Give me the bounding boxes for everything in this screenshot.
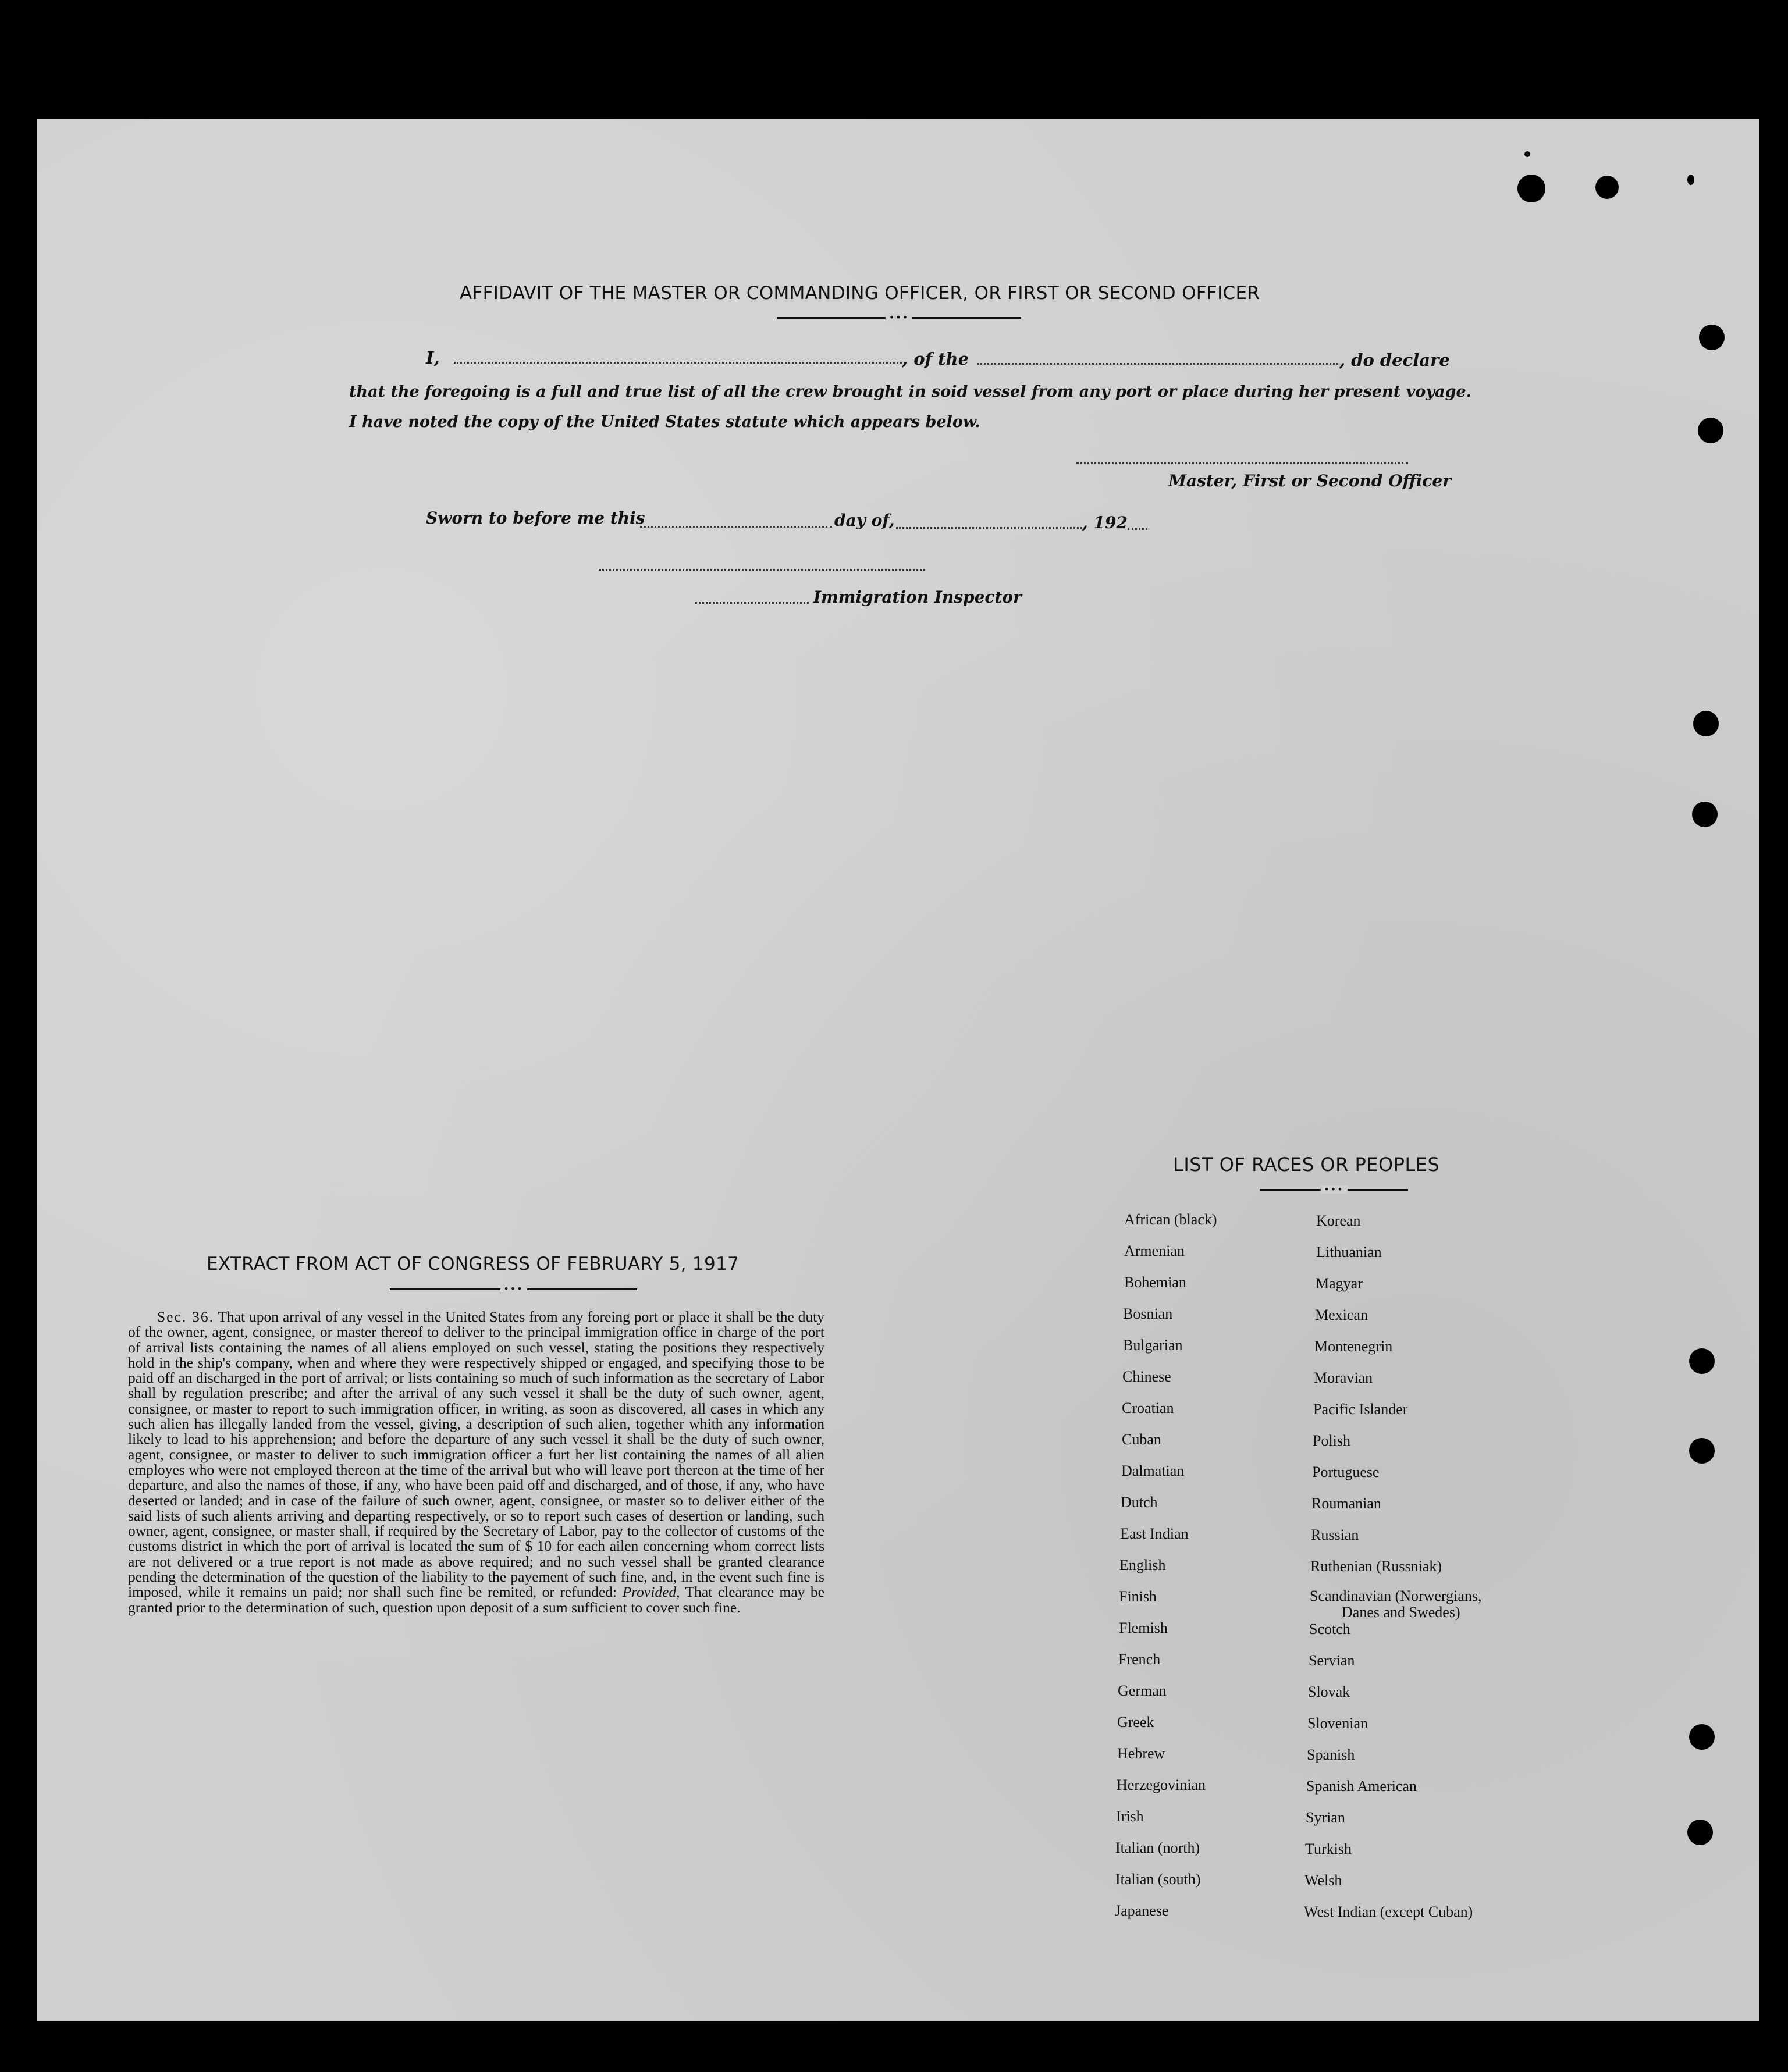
affidavit-statute-line: I have noted the copy of the United States statute which appears below. bbox=[349, 413, 980, 431]
race-item: Italian (south) bbox=[1115, 1871, 1201, 1888]
affidavit-i: I, bbox=[426, 348, 440, 368]
races-title-rule bbox=[1260, 1184, 1408, 1195]
race-item: Scotch bbox=[1309, 1621, 1350, 1637]
proviso-word: Provided, bbox=[622, 1583, 680, 1601]
race-item: Syrian bbox=[1306, 1809, 1345, 1826]
punch-hole bbox=[1687, 1820, 1713, 1845]
race-item: English bbox=[1119, 1557, 1166, 1573]
race-item: Japanese bbox=[1115, 1902, 1169, 1919]
race-item: Pacific Islander bbox=[1313, 1401, 1408, 1418]
race-item: Turkish bbox=[1305, 1840, 1352, 1857]
rule-dots: ••• bbox=[886, 314, 912, 322]
race-item: Spanish bbox=[1307, 1746, 1355, 1763]
race-item: Hebrew bbox=[1117, 1745, 1165, 1762]
race-item: Dutch bbox=[1121, 1494, 1158, 1511]
extract-title-rule bbox=[390, 1283, 637, 1294]
section-label: Sec. 36. bbox=[157, 1308, 214, 1325]
race-item: Danes and Swedes) bbox=[1342, 1604, 1460, 1621]
ink-stain bbox=[1687, 175, 1694, 185]
ink-stain bbox=[1595, 176, 1619, 199]
race-item: Cuban bbox=[1122, 1431, 1161, 1448]
master-signature-blank[interactable] bbox=[1076, 462, 1408, 464]
punch-hole bbox=[1689, 1724, 1715, 1750]
name-blank[interactable] bbox=[454, 362, 902, 364]
race-item: Roumanian bbox=[1311, 1495, 1381, 1512]
document-page bbox=[37, 119, 1759, 2021]
sworn-year-blank[interactable] bbox=[1128, 528, 1147, 530]
sworn-year: , 192 bbox=[1082, 513, 1128, 532]
race-item: Croatian bbox=[1122, 1400, 1174, 1416]
race-item: Portuguese bbox=[1312, 1464, 1380, 1480]
race-item: West Indian (except Cuban) bbox=[1304, 1903, 1473, 1920]
punch-hole bbox=[1698, 418, 1723, 443]
race-item: Irish bbox=[1116, 1808, 1144, 1825]
race-item: Scandinavian (Norwergians, bbox=[1310, 1587, 1482, 1604]
affidavit-title: AFFIDAVIT OF THE MASTER OR COMMANDING OFFICER, OR FIRST OR SECOND OFFICER bbox=[460, 283, 1260, 304]
race-item: German bbox=[1118, 1682, 1167, 1699]
punch-hole bbox=[1689, 1348, 1715, 1374]
race-item: Bulgarian bbox=[1123, 1337, 1183, 1354]
race-item: Welsh bbox=[1304, 1872, 1342, 1889]
sworn-day-blank[interactable] bbox=[640, 526, 832, 528]
race-item: Herzegovinian bbox=[1117, 1776, 1206, 1793]
sworn-prefix: Sworn to before me this bbox=[426, 508, 645, 528]
ink-stain bbox=[1524, 151, 1530, 157]
race-item: Montenegrin bbox=[1314, 1338, 1393, 1355]
race-item: Lithuanian bbox=[1316, 1244, 1382, 1261]
punch-hole bbox=[1692, 802, 1718, 827]
section-text: That upon arrival of any vessel in the United States from any foreing port or place it shall be the duty of the owner, agent, consignee, or master thereof to deliver to the principal immigration office in charge of the port of arrival lists containing the names of all aliens employed on such vessel, stating the positions they respectively hold in the ship's company, when and where they were respectively shipped or engaged, and specifying those to be paid off an discharged in the port of arrival; or lists containing so much of such information as the secretary of Labor shall by regulation prescribe; and after the arrival of any such vessel it shall be the duty of such owner, agent, consignee, or master to report to such immigration officer, in writing, as soon as discovered, all cases in which any such alien has illegally landed from the vessel, giving, a description of such alien, together whith any information likely to lead to his apprehension; and before the departure of any such vessel it shall be the duty of such owner, agent, consignee, or master to deliver to such immigration officer a furt her list containing the names of all alien employes who were not employed thereon at the time of the arrival but who will leave port thereon at the time of her departure, and also the names of those, if any, who have been paid off and discharged, and of those, if any, who have deserted or landed; and in case of the failure of such owner, agent, consignee, or master so to deliver either of the said lists of such alients arriving and departing respectively, or so to report such cases of desertion or landing, such owner, agent, consignee, or master shall, if required by the Secretary of Labor, pay to the collector of customs of the customs district in which the port of arrival is located the sum of $ 10 for each ailen concerning whom correct lists are not delivered or a true report is not made as above required; and no such vessel shall be granted clearance pending the determination of the question of the liability to the payement of such fine, and, in the event such fine is imposed, while it remains un paid; nor shall such fine be remited, or refunded: bbox=[128, 1308, 824, 1601]
inspector-signature-blank[interactable] bbox=[599, 569, 925, 571]
race-item: Ruthenian (Russniak) bbox=[1310, 1558, 1442, 1575]
punch-hole bbox=[1689, 1438, 1715, 1464]
race-item: Mexican bbox=[1315, 1306, 1368, 1323]
race-item: Chinese bbox=[1122, 1368, 1171, 1385]
sworn-day-of: day of, bbox=[834, 511, 895, 530]
race-item: Korean bbox=[1316, 1212, 1361, 1229]
race-item: Slovak bbox=[1308, 1683, 1350, 1700]
race-item: Dalmatian bbox=[1121, 1462, 1185, 1479]
punch-hole bbox=[1699, 325, 1725, 350]
ink-stain bbox=[1517, 175, 1545, 202]
race-item: Magyar bbox=[1316, 1275, 1363, 1292]
inspector-prefix-blank[interactable] bbox=[695, 602, 809, 604]
race-item: Greek bbox=[1117, 1714, 1154, 1731]
race-item: Finish bbox=[1119, 1588, 1157, 1605]
race-item: Flemish bbox=[1119, 1619, 1168, 1636]
affidavit-of-the: , of the bbox=[902, 349, 969, 369]
affidavit-do-declare: , do declare bbox=[1339, 350, 1450, 370]
race-item: East Indian bbox=[1120, 1525, 1189, 1542]
race-item: Bohemian bbox=[1124, 1274, 1186, 1291]
rule-dots: ••• bbox=[1320, 1185, 1347, 1194]
affidavit-declaration-line: that the foregoing is a full and true list of all the crew brought in soid vessel from any port or place during her present voyage. bbox=[349, 383, 1472, 401]
race-item: Bosnian bbox=[1123, 1305, 1173, 1322]
punch-hole bbox=[1693, 711, 1719, 736]
rule-dots: ••• bbox=[500, 1285, 527, 1293]
race-item: Moravian bbox=[1314, 1369, 1373, 1386]
races-title: LIST OF RACES OR PEOPLES bbox=[1173, 1154, 1440, 1176]
section-text-end: That clearance may be granted prior to the determination of such, question upon deposit of a sum sufficient to cover such fine. bbox=[128, 1583, 824, 1616]
race-item: Spanish American bbox=[1306, 1778, 1417, 1795]
race-item: Polish bbox=[1313, 1432, 1351, 1449]
extract-title: EXTRACT FROM ACT OF CONGRESS OF FEBRUARY 5, 1917 bbox=[207, 1254, 740, 1274]
race-item: Servian bbox=[1309, 1652, 1355, 1669]
title-rule bbox=[777, 312, 1021, 323]
master-signature-label: Master, First or Second Officer bbox=[1168, 471, 1451, 490]
extract-body bbox=[128, 1309, 824, 1615]
race-item: Slovenian bbox=[1307, 1715, 1368, 1732]
vessel-blank[interactable] bbox=[977, 363, 1338, 365]
race-item: Russian bbox=[1311, 1526, 1359, 1543]
race-item: African (black) bbox=[1124, 1211, 1217, 1228]
sworn-month-blank[interactable] bbox=[896, 527, 1082, 529]
race-item: French bbox=[1118, 1651, 1161, 1668]
race-item: Italian (north) bbox=[1115, 1839, 1200, 1856]
race-item: Armenian bbox=[1124, 1243, 1185, 1259]
inspector-label: Immigration Inspector bbox=[813, 588, 1022, 607]
